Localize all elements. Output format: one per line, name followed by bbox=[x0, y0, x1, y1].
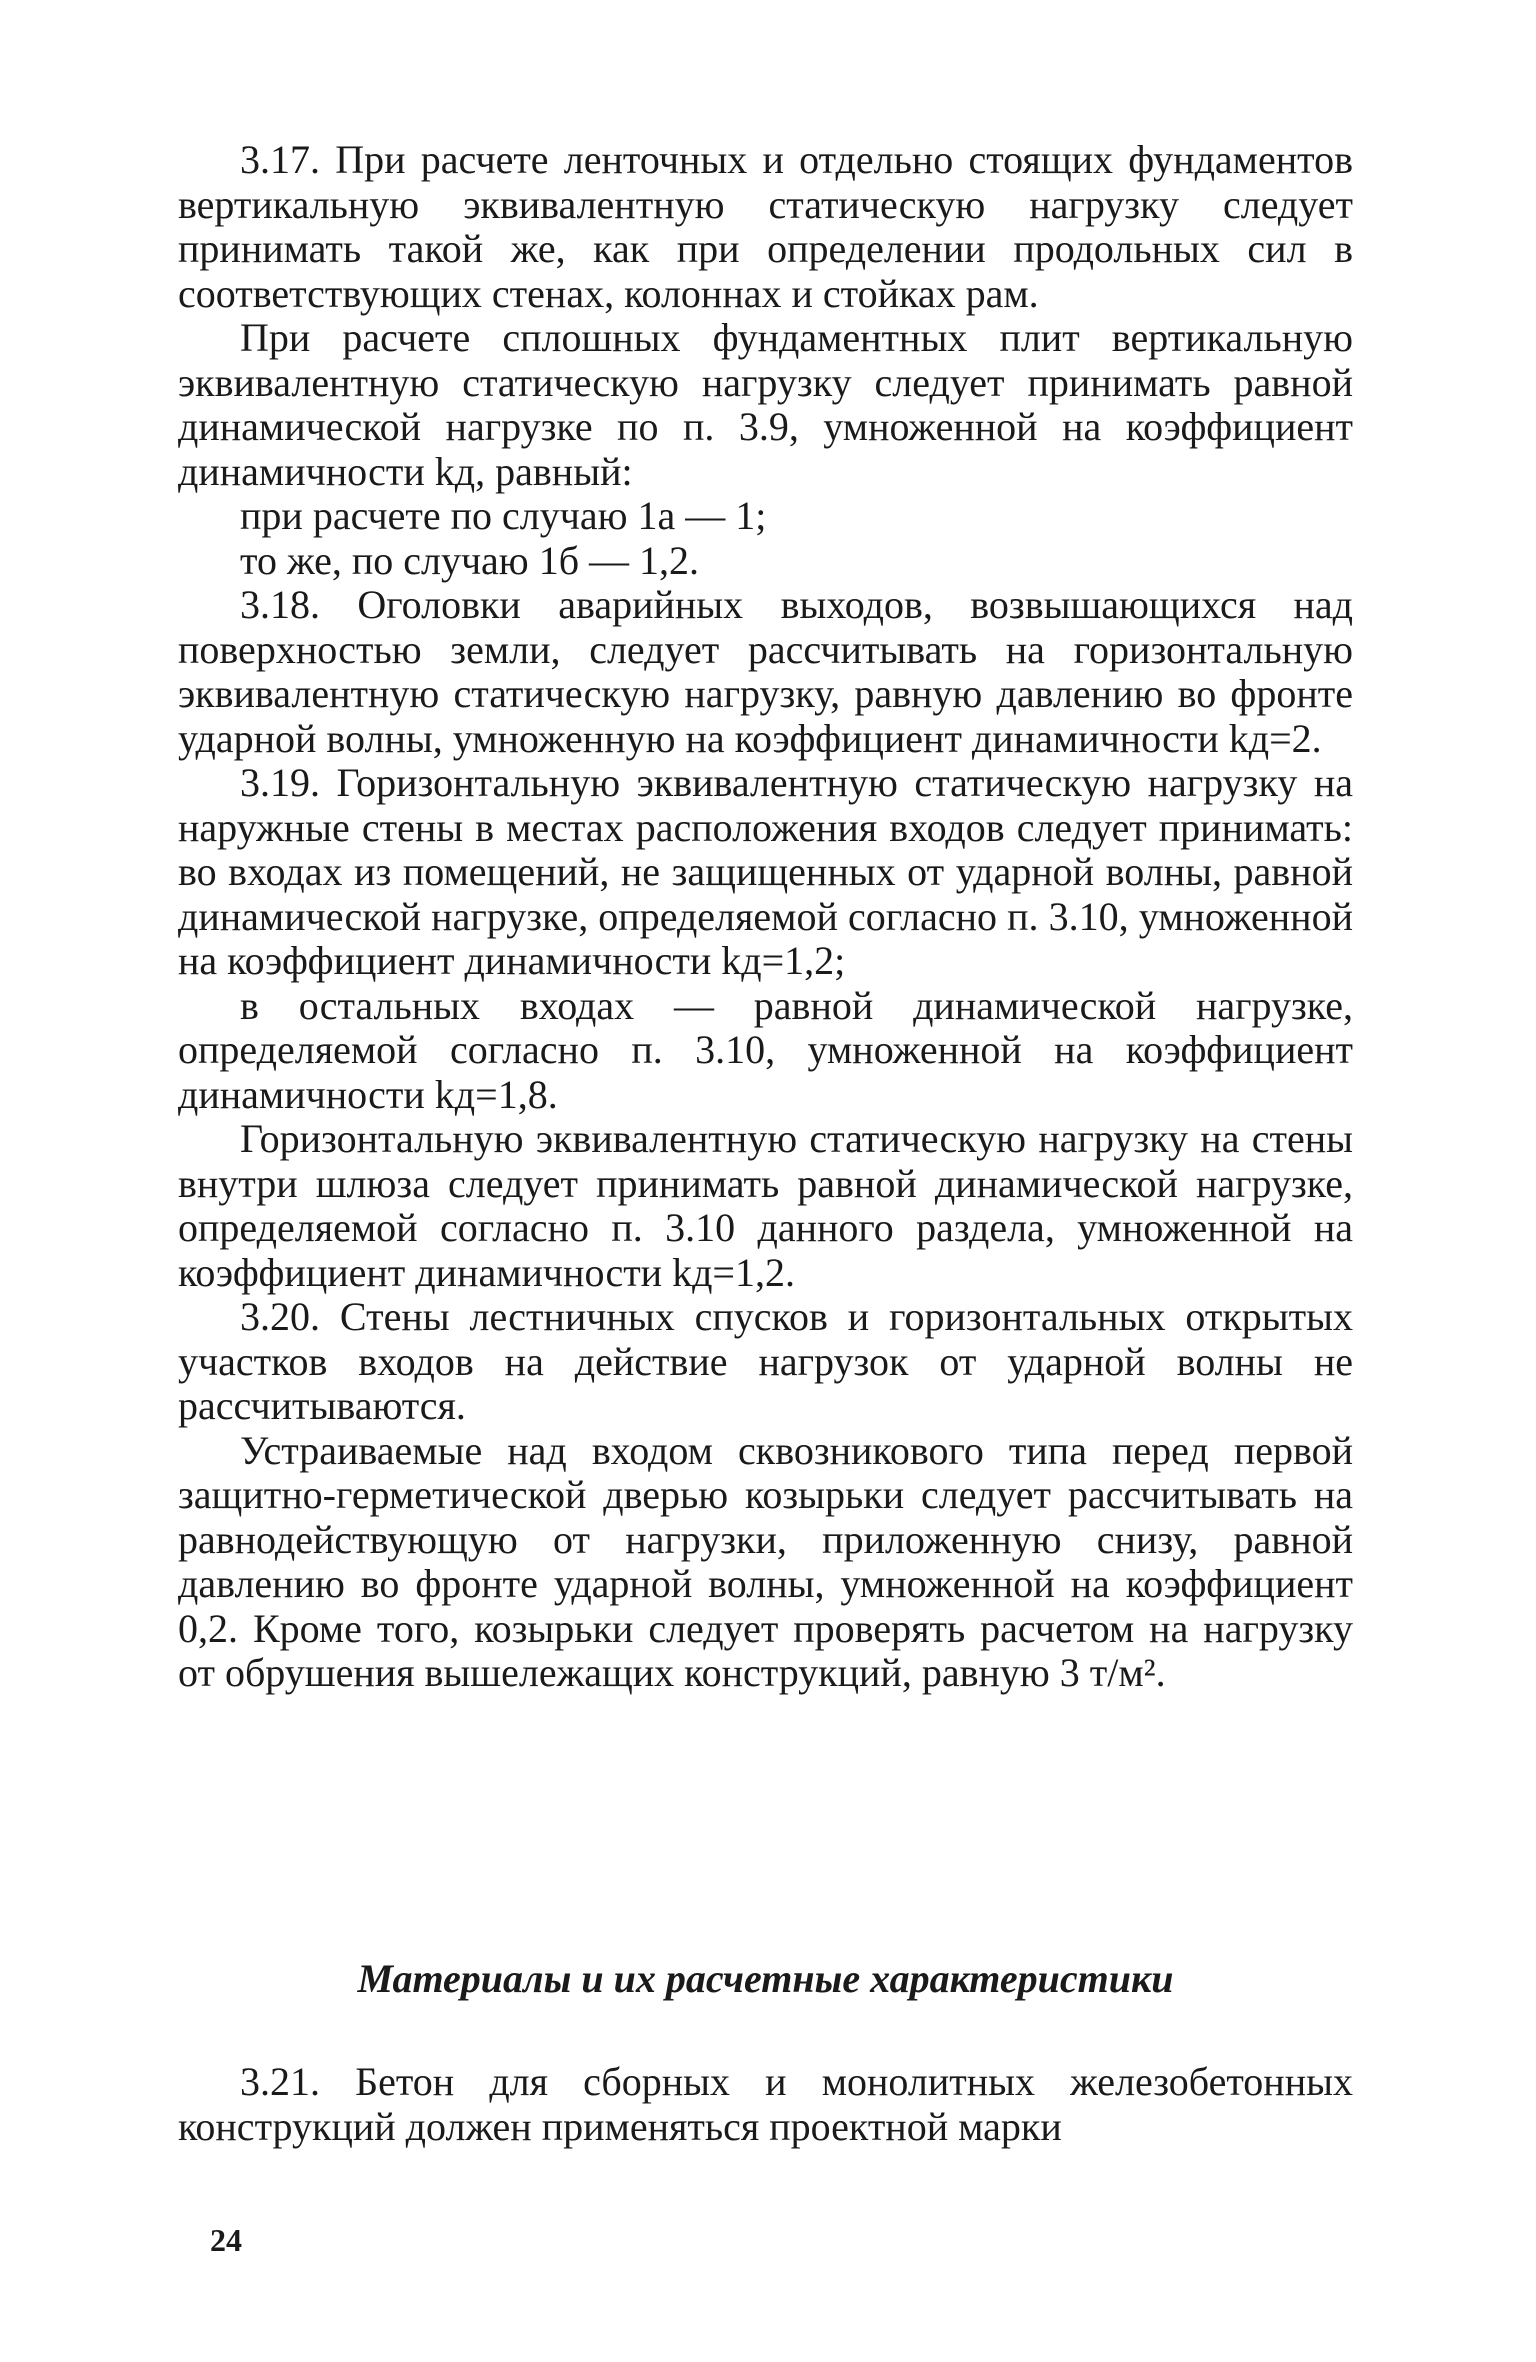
paragraph-3-17-foundation-slabs: При расчете сплошных фундаментных плит вертикальную эквивалентную статическую нагрузку следует принимать равной динамической нагрузке по п. 3.9, умноженной на коэффициент динамичности kд, равный: bbox=[178, 315, 1353, 494]
paragraph-3-19-other-entrances: в остальных входах — равной динамической нагрузке, определяемой согласно п. 3.10, умноженной на коэффициент динамичности kд=1,8. bbox=[178, 982, 1353, 1117]
paragraph-3-19: 3.19. Горизонтальную эквивалентную статическую нагрузку на наружные стены в местах расположения входов следует принимать: во входах из помещений, не защищенных от ударной волны, равной динамической нагрузке, определяемой согласно п. 3.10, умноженной на коэффициент динамичности kд=1,2; bbox=[178, 760, 1353, 983]
paragraph-3-17: 3.17. При расчете ленточных и отдельно стоящих фундаментов вертикальную эквивалентную статическую нагрузку следует принимать такой же, как при определении продольных сил в соответствующих стенах, колоннах и стойках рам. bbox=[178, 137, 1353, 316]
paragraph-case-1b: то же, по случаю 1б — 1,2. bbox=[240, 537, 700, 583]
body-text-2 bbox=[178, 2060, 1353, 2149]
body-text bbox=[178, 138, 1353, 1696]
paragraph-3-20-canopies: Устраиваемые над входом сквозникового типа перед первой защитно-герметической дверью козырьки следует рассчитывать на равнодействующую от нагрузки, приложенную снизу, равной давлению во фронте ударной волны, умноженной на коэффициент 0,2. Кроме того, козырьки следует проверять расчетом на нагрузку от обрушения вышележащих конструкций, равную 3 т/м². bbox=[178, 1427, 1353, 1695]
paragraph-3-19-airlock: Горизонтальную эквивалентную статическую нагрузку на стены внутри шлюза следует принимать равной динамической нагрузке, определяемой согласно п. 3.10 данного раздела, умноженной на коэффициент динамичности kд=1,2. bbox=[178, 1116, 1353, 1295]
paragraph-case-1a: при расчете по случаю 1а — 1; bbox=[240, 493, 767, 538]
page-number: 24 bbox=[210, 2222, 242, 2258]
paragraph-3-21: 3.21. Бетон для сборных и монолитных железобетонных конструкций должен применяться проектной марки bbox=[178, 2059, 1353, 2149]
paragraph-3-20: 3.20. Стены лестничных спусков и горизонтальных открытых участков входов на действие нагрузок от ударной волны не рассчитываются. bbox=[178, 1294, 1353, 1428]
section-heading: Материалы и их расчетные характеристики bbox=[357, 1956, 1174, 2001]
paragraph-3-18: 3.18. Оголовки аварийных выходов, возвышающихся над поверхностью земли, следует рассчитывать на горизонтальную эквивалентную статическую нагрузку, равную давлению во фронте ударной волны, умноженную на коэффициент динамичности kд=2. bbox=[178, 582, 1353, 761]
